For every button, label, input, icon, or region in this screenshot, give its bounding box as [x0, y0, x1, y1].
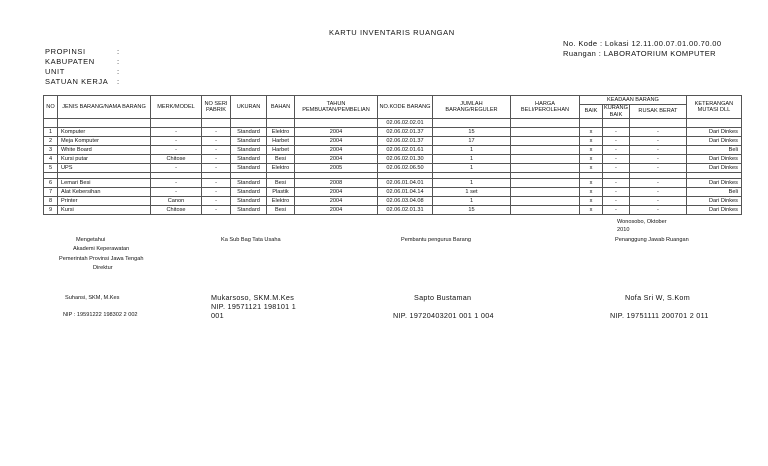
- cell-merk: -: [151, 128, 202, 137]
- cell-kurang: -: [603, 188, 630, 197]
- cell-ukuran: Standard: [231, 197, 267, 206]
- pemerintah-label: Pemerintah Provinsi Jawa Tengah: [59, 256, 144, 262]
- cell-ukuran: Standard: [231, 188, 267, 197]
- cell-ukuran: Standard: [231, 179, 267, 188]
- field-label: UNIT: [45, 67, 65, 76]
- cell-ukuran: Standard: [231, 164, 267, 173]
- date-place: Wonosobo, Oktober 2010: [617, 219, 667, 233]
- cell-ukuran: Standard: [231, 146, 267, 155]
- cell-kode: 02.06.02.06.50: [378, 164, 433, 173]
- cell-baik: x: [580, 146, 603, 155]
- pj-title: Penanggung Jawab Ruangan: [615, 237, 689, 243]
- inventory-table: [43, 95, 742, 215]
- cell-bahan: Harbet: [267, 137, 295, 146]
- direktur-name: Suhansi, SKM, M.Kes: [65, 295, 120, 301]
- cell-baik: x: [580, 206, 603, 215]
- col-header-tahun: TAHUN PEMBUATAN/PEMBELIAN: [295, 96, 378, 119]
- cell-tahun: 2004: [295, 128, 378, 137]
- cell-baik: x: [580, 179, 603, 188]
- cell-no: 2: [44, 137, 58, 146]
- cell-harga: [511, 146, 580, 155]
- cell-seri: -: [202, 206, 231, 215]
- cell-rusak: -: [629, 188, 686, 197]
- cell-ket: Beli: [686, 146, 741, 155]
- table-row: [44, 119, 742, 128]
- cell-ket: Dari Dinkes: [686, 206, 741, 215]
- cell-rusak: -: [629, 155, 686, 164]
- cell-rusak: -: [629, 164, 686, 173]
- cell-jenis: Kursi putar: [58, 155, 151, 164]
- cell-bahan: Besi: [267, 155, 295, 164]
- location-code: No. Kode : Lokasi 12.11.00.07.01.00.70.00: [563, 39, 722, 48]
- col-header-baik: BAIK: [580, 105, 603, 119]
- cell-baik: x: [580, 197, 603, 206]
- cell-no: 5: [44, 164, 58, 173]
- cell-seri: -: [202, 155, 231, 164]
- cell-no: 8: [44, 197, 58, 206]
- cell-tahun: 2005: [295, 164, 378, 173]
- cell-harga: [511, 128, 580, 137]
- cell-merk: -: [151, 137, 202, 146]
- table-row: [44, 155, 742, 164]
- table-row: [44, 146, 742, 155]
- cell-bahan: Harbet: [267, 146, 295, 155]
- cell-kode: 02.06.02.01.61: [378, 146, 433, 155]
- cell-tahun: 2004: [295, 146, 378, 155]
- table-row: [44, 188, 742, 197]
- field-label: KABUPATEN: [45, 57, 95, 66]
- col-header-kurang: KURANG BAIK: [604, 105, 628, 118]
- cell-bahan: Elektro: [267, 164, 295, 173]
- cell-merk: -: [151, 179, 202, 188]
- cell-no: 9: [44, 206, 58, 215]
- cell-bahan: Plastik: [267, 188, 295, 197]
- cell-kode: 02.06.02.02.01: [378, 119, 433, 128]
- cell-bahan: Elektro: [267, 128, 295, 137]
- cell-harga: [511, 188, 580, 197]
- cell-rusak: -: [629, 137, 686, 146]
- col-header-ket: KETERANGAN MUTASI DLL: [686, 96, 741, 119]
- col-header-merk: MERK/MODEL: [151, 96, 202, 119]
- cell-bahan: Besi: [267, 179, 295, 188]
- pj-nip: NIP. 19751111 200701 2 011: [610, 311, 709, 320]
- cell-jumlah: 1: [433, 155, 511, 164]
- cell-jumlah: 15: [433, 206, 511, 215]
- cell-jenis: Meja Komputer: [58, 137, 151, 146]
- cell-kurang: -: [603, 155, 630, 164]
- col-header-seri: NO SERI PABRIK: [202, 96, 231, 119]
- field-label: PROPINSI: [45, 47, 86, 56]
- cell-kurang: -: [603, 146, 630, 155]
- cell-kurang: -: [603, 197, 630, 206]
- cell-baik: x: [580, 164, 603, 173]
- cell-ket: Dari Dinkes: [686, 164, 741, 173]
- cell-no: 4: [44, 155, 58, 164]
- cell-harga: [511, 179, 580, 188]
- cell-ket: Dari Dinkes: [686, 137, 741, 146]
- col-header-jumlah: JUMLAH BARANG/REGULER: [433, 96, 511, 119]
- cell-no: 7: [44, 188, 58, 197]
- field-separator: :: [117, 67, 120, 76]
- col-header-jenis: JENIS BARANG/NAMA BARANG: [58, 96, 151, 119]
- cell-tahun: 2008: [295, 179, 378, 188]
- table-row: [44, 128, 742, 137]
- akademi-label: Akademi Keperawatan: [73, 246, 130, 252]
- mengetahui-label: Mengetahui: [76, 237, 106, 243]
- cell-jumlah: 1: [433, 179, 511, 188]
- cell-seri: -: [202, 146, 231, 155]
- cell-tahun: 2004: [295, 206, 378, 215]
- cell-ukuran: Standard: [231, 206, 267, 215]
- field-label: SATUAN KERJA: [45, 77, 109, 86]
- cell-baik: x: [580, 128, 603, 137]
- cell-bahan: Elektro: [267, 197, 295, 206]
- cell-kode: 02.06.02.01.31: [378, 206, 433, 215]
- cell-jenis: Komputer: [58, 128, 151, 137]
- cell-merk: -: [151, 164, 202, 173]
- pembantu-title: Pembantu pengurus Barang: [401, 237, 471, 243]
- cell-baik: x: [580, 188, 603, 197]
- cell-seri: -: [202, 188, 231, 197]
- cell-jenis: White Board: [58, 146, 151, 155]
- cell-tahun: 2004: [295, 188, 378, 197]
- cell-ket: Dari Dinkes: [686, 128, 741, 137]
- cell-kode: 02.06.01.04.14: [378, 188, 433, 197]
- cell-kode: 02.06.02.01.37: [378, 128, 433, 137]
- cell-kode: 02.06.02.01.37: [378, 137, 433, 146]
- pembantu-name: Sapto Bustaman: [414, 293, 472, 302]
- cell-jumlah: 17: [433, 137, 511, 146]
- cell-jenis: Lemari Besi: [58, 179, 151, 188]
- cell-ket: Dari Dinkes: [686, 155, 741, 164]
- table-row: [44, 179, 742, 188]
- cell-ukuran: Standard: [231, 155, 267, 164]
- cell-ket: Dari Dinkes: [686, 179, 741, 188]
- cell-baik: x: [580, 155, 603, 164]
- cell-jumlah: 1 set: [433, 188, 511, 197]
- cell-merk: Canon: [151, 197, 202, 206]
- cell-harga: [511, 164, 580, 173]
- direktur-nip: NIP : 19591222 198302 2 002: [63, 312, 138, 318]
- cell-kurang: -: [603, 179, 630, 188]
- kasubbag-nip: NIP. 19571121 198101 1 001: [211, 302, 297, 320]
- cell-no: 6: [44, 179, 58, 188]
- pj-name: Nofa Sri W, S.Kom: [625, 293, 691, 302]
- cell-seri: -: [202, 197, 231, 206]
- kasubbag-title: Ka Sub Bag Tata Usaha: [221, 237, 281, 243]
- page-title: KARTU INVENTARIS RUANGAN: [329, 28, 455, 37]
- cell-jumlah: 1: [433, 164, 511, 173]
- cell-jenis: Kursi: [58, 206, 151, 215]
- cell-jenis: Printer: [58, 197, 151, 206]
- cell-rusak: -: [629, 128, 686, 137]
- col-header-kode: NO.KODE BARANG: [378, 96, 433, 119]
- cell-ket: Beli: [686, 188, 741, 197]
- table-row: [44, 137, 742, 146]
- field-separator: :: [117, 57, 120, 66]
- cell-jumlah: 15: [433, 128, 511, 137]
- col-header-no: NO: [44, 96, 58, 119]
- col-header-bahan: BAHAN: [267, 96, 295, 119]
- cell-harga: [511, 137, 580, 146]
- cell-tahun: 2004: [295, 155, 378, 164]
- cell-kode: 02.06.02.01.30: [378, 155, 433, 164]
- cell-bahan: Besi: [267, 206, 295, 215]
- cell-tahun: 2004: [295, 197, 378, 206]
- table-row: [44, 206, 742, 215]
- cell-no: 3: [44, 146, 58, 155]
- cell-ket: Dari Dinkes: [686, 197, 741, 206]
- field-separator: :: [117, 77, 120, 86]
- cell-merk: Chitose: [151, 206, 202, 215]
- cell-kurang: -: [603, 164, 630, 173]
- cell-seri: -: [202, 137, 231, 146]
- room-name: Ruangan : LABORATORIUM KOMPUTER: [563, 49, 716, 58]
- cell-rusak: -: [629, 197, 686, 206]
- cell-merk: -: [151, 146, 202, 155]
- table-row: [44, 197, 742, 206]
- cell-ukuran: Standard: [231, 128, 267, 137]
- cell-kurang: -: [603, 128, 630, 137]
- cell-harga: [511, 155, 580, 164]
- col-header-keadaan: KEADAAN BARANG: [580, 96, 687, 105]
- cell-ukuran: Standard: [231, 137, 267, 146]
- cell-harga: [511, 197, 580, 206]
- cell-kode: 02.06.03.04.08: [378, 197, 433, 206]
- table-row: [44, 164, 742, 173]
- cell-seri: -: [202, 164, 231, 173]
- cell-kurang: -: [603, 137, 630, 146]
- kasubbag-name: Mukarsoso, SKM.M.Kes: [211, 293, 295, 302]
- col-header-harga: HARGA BELI/PEROLEHAN: [511, 96, 580, 119]
- cell-merk: Chitose: [151, 155, 202, 164]
- direktur-label: Direktur: [93, 265, 113, 271]
- cell-kurang: -: [603, 206, 630, 215]
- cell-jumlah: 1: [433, 146, 511, 155]
- cell-jenis: UPS: [58, 164, 151, 173]
- pembantu-nip: NIP. 19720403201 001 1 004: [393, 311, 494, 320]
- cell-rusak: -: [629, 206, 686, 215]
- col-header-rusak: RUSAK BERAT: [629, 105, 686, 119]
- cell-seri: -: [202, 128, 231, 137]
- cell-rusak: -: [629, 146, 686, 155]
- cell-no: 1: [44, 128, 58, 137]
- cell-jumlah: 1: [433, 197, 511, 206]
- cell-merk: -: [151, 188, 202, 197]
- cell-kode: 02.06.01.04.01: [378, 179, 433, 188]
- cell-harga: [511, 206, 580, 215]
- cell-seri: -: [202, 179, 231, 188]
- field-separator: :: [117, 47, 120, 56]
- cell-baik: x: [580, 137, 603, 146]
- cell-jenis: Alat Kebersihan: [58, 188, 151, 197]
- cell-tahun: 2004: [295, 137, 378, 146]
- col-header-ukuran: UKURAN: [231, 96, 267, 119]
- cell-rusak: -: [629, 179, 686, 188]
